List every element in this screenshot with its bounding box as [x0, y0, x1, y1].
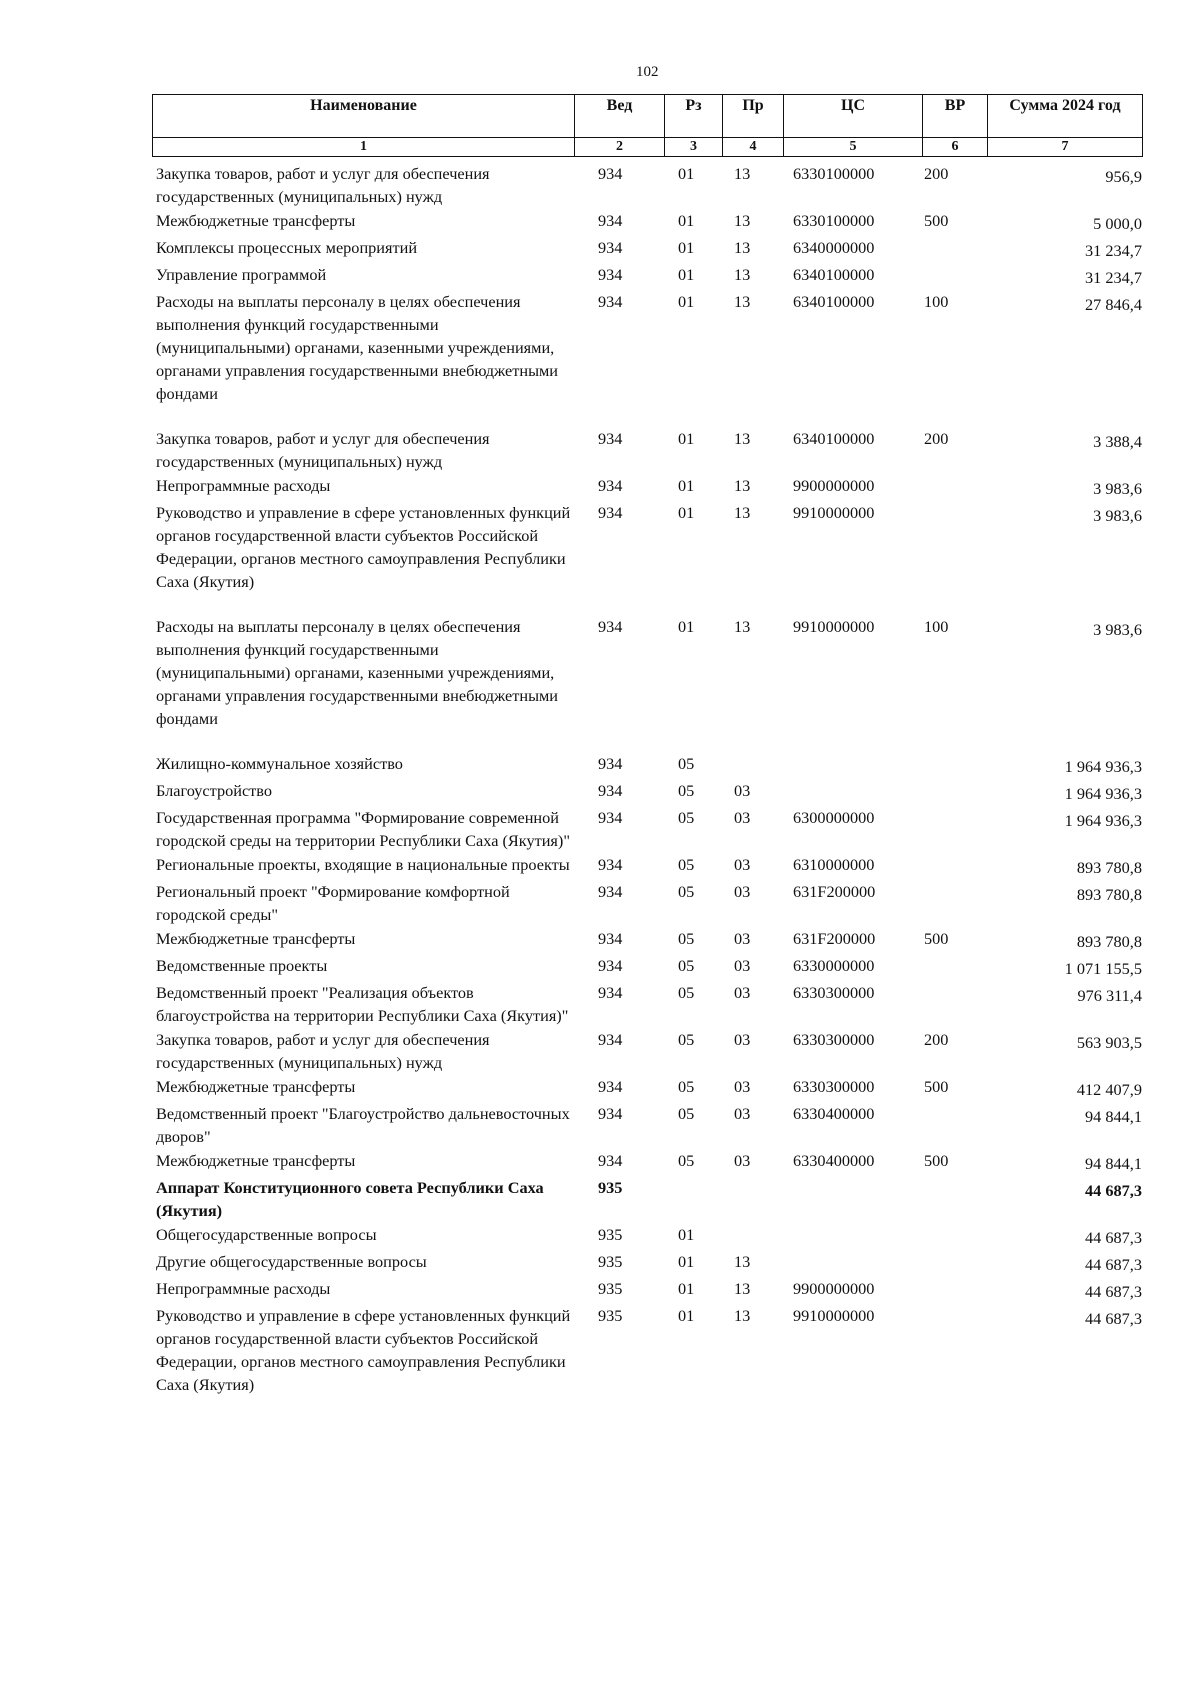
row-ved: 934 [598, 781, 623, 800]
row-ved: 934 [598, 429, 623, 448]
row-pr: 03 [734, 808, 751, 827]
header-num-7: 7 [988, 138, 1143, 157]
row-pr [722, 1176, 783, 1222]
header-ved: Вед [575, 95, 665, 138]
row-cs [783, 1176, 922, 1222]
row-name: Другие общегосударственные вопросы [156, 1252, 427, 1271]
row-ved: 934 [598, 1077, 623, 1096]
row-name: Управление программой [156, 265, 327, 284]
row-vr: 100 [924, 292, 949, 311]
table-row [152, 615, 1142, 730]
row-name: Комплексы процессных мероприятий [156, 238, 418, 257]
row-cs [783, 1223, 922, 1249]
row-vr [922, 954, 987, 980]
row-cs: 6300000000 [793, 808, 875, 827]
row-ved: 934 [598, 265, 623, 284]
row-pr: 03 [734, 855, 751, 874]
row-ved: 935 [598, 1252, 623, 1271]
row-name: Межбюджетные трансферты [156, 1077, 356, 1096]
row-cs [783, 779, 922, 805]
row-vr: 500 [924, 211, 949, 230]
row-rz: 01 [678, 1279, 695, 1298]
row-ved: 935 [598, 1225, 623, 1244]
row-cs: 6330100000 [793, 211, 875, 230]
row-sum: 893 780,8 [1076, 932, 1142, 951]
row-name: Аппарат Конституционного совета Республики Саха (Якутия) [156, 1178, 544, 1220]
row-pr: 03 [734, 929, 751, 948]
row-sum: 563 903,5 [1076, 1033, 1142, 1052]
table-row [152, 880, 1142, 926]
row-cs: 631F200000 [793, 882, 876, 901]
table-row [152, 1102, 1142, 1148]
row-sum: 412 407,9 [1076, 1080, 1142, 1099]
row-vr [922, 779, 987, 805]
row-vr [922, 1102, 987, 1148]
row-name: Межбюджетные трансферты [156, 929, 356, 948]
row-vr: 500 [924, 929, 949, 948]
row-name: Ведомственные проекты [156, 956, 328, 975]
table-row [152, 1028, 1142, 1074]
row-ved: 935 [598, 1178, 623, 1197]
table-row [152, 1250, 1142, 1276]
row-rz: 05 [678, 1030, 695, 1049]
row-cs: 6330300000 [793, 983, 875, 1002]
row-cs: 6330300000 [793, 1030, 875, 1049]
row-name: Руководство и управление в сфере установленных функций органов государственной власти субъектов Российской Федерации, органов местного самоуправления Республики Саха (Якутия) [156, 503, 571, 591]
row-ved: 934 [598, 855, 623, 874]
row-rz: 05 [678, 1077, 695, 1096]
row-pr: 13 [734, 476, 751, 495]
header-cs: ЦС [784, 95, 923, 138]
table-row [152, 209, 1142, 235]
table-row [152, 1304, 1142, 1396]
row-cs: 631F200000 [793, 929, 876, 948]
row-pr [722, 752, 783, 778]
row-pr [722, 1223, 783, 1249]
row-sum: 976 311,4 [1077, 986, 1142, 1005]
page-number: 102 [636, 64, 659, 80]
table-row [152, 501, 1142, 593]
row-ved: 934 [598, 292, 623, 311]
row-cs: 6340100000 [793, 265, 875, 284]
row-ved: 934 [598, 1151, 623, 1170]
row-name: Региональный проект "Формирование комфортной городской среды" [156, 882, 510, 924]
table-row [152, 290, 1142, 405]
row-ved: 934 [598, 808, 623, 827]
row-name: Благоустройство [156, 781, 273, 800]
row-pr: 13 [734, 238, 751, 257]
row-sum: 3 983,6 [1093, 479, 1142, 498]
row-ved: 935 [598, 1279, 623, 1298]
row-name: Закупка товаров, работ и услуг для обеспечения государственных (муниципальных) нужд [156, 1030, 490, 1072]
row-cs: 6340000000 [793, 238, 875, 257]
row-cs: 6330300000 [793, 1077, 875, 1096]
row-sum: 1 964 936,3 [1064, 757, 1142, 776]
table-row [152, 981, 1142, 1027]
row-ved: 934 [598, 238, 623, 257]
row-name: Региональные проекты, входящие в национальные проекты [156, 855, 570, 874]
row-cs: 6340100000 [793, 429, 875, 448]
row-rz: 05 [678, 754, 695, 773]
row-cs: 9900000000 [793, 1279, 875, 1298]
row-pr: 13 [734, 429, 751, 448]
header-num-2: 2 [575, 138, 665, 157]
row-vr: 500 [924, 1077, 949, 1096]
header-vr: ВР [923, 95, 988, 138]
row-sum: 5 000,0 [1093, 214, 1142, 233]
row-rz: 01 [678, 238, 695, 257]
row-sum: 44 687,3 [1085, 1181, 1142, 1200]
table-row [152, 779, 1142, 805]
row-vr: 200 [924, 1030, 949, 1049]
row-rz: 05 [678, 1151, 695, 1170]
row-name: Руководство и управление в сфере установленных функций органов государственной власти субъектов Российской Федерации, органов местного самоуправления Республики Саха (Якутия) [156, 1306, 571, 1394]
header-rz: Рз [665, 95, 723, 138]
row-name: Ведомственный проект "Реализация объектов благоустройства на территории Республики Саха (Якутия)" [156, 983, 569, 1025]
row-ved: 934 [598, 476, 623, 495]
row-ved: 935 [598, 1306, 623, 1325]
row-rz: 05 [678, 956, 695, 975]
table-row [152, 1149, 1142, 1175]
row-cs: 6330100000 [793, 164, 875, 183]
row-rz: 01 [678, 429, 695, 448]
row-ved: 934 [598, 956, 623, 975]
row-sum: 31 234,7 [1085, 241, 1142, 260]
row-rz: 05 [678, 882, 695, 901]
row-cs: 6310000000 [793, 855, 875, 874]
row-sum: 3 983,6 [1093, 620, 1142, 639]
row-vr [922, 1176, 987, 1222]
row-ved: 934 [598, 882, 623, 901]
row-sum: 44 687,3 [1085, 1282, 1142, 1301]
table-row [152, 1223, 1142, 1249]
row-vr: 200 [924, 164, 949, 183]
table-row [152, 853, 1142, 879]
row-rz: 01 [678, 164, 695, 183]
row-pr: 03 [734, 1077, 751, 1096]
row-ved: 934 [598, 754, 623, 773]
row-sum: 1 071 155,5 [1064, 959, 1142, 978]
row-name: Непрограммные расходы [156, 476, 331, 495]
row-sum: 893 780,8 [1076, 885, 1142, 904]
table-row [152, 927, 1142, 953]
row-name: Непрограммные расходы [156, 1279, 331, 1298]
row-vr: 500 [924, 1151, 949, 1170]
row-pr: 03 [734, 1151, 751, 1170]
row-cs: 9900000000 [793, 476, 875, 495]
table-row [152, 236, 1142, 262]
row-ved: 934 [598, 164, 623, 183]
row-cs: 6330400000 [793, 1104, 875, 1123]
table-row [152, 954, 1142, 980]
row-sum: 956,9 [1105, 167, 1142, 186]
row-name: Межбюджетные трансферты [156, 211, 356, 230]
row-name: Закупка товаров, работ и услуг для обеспечения государственных (муниципальных) нужд [156, 429, 490, 471]
row-sum: 1 964 936,3 [1064, 784, 1142, 803]
row-name: Межбюджетные трансферты [156, 1151, 356, 1170]
row-rz: 05 [678, 929, 695, 948]
header-num-6: 6 [923, 138, 988, 157]
row-cs [783, 1250, 922, 1276]
row-cs: 6330000000 [793, 956, 875, 975]
table-body [152, 162, 1142, 1397]
table-row [152, 162, 1142, 208]
row-cs: 9910000000 [793, 617, 875, 636]
row-vr [922, 1304, 987, 1396]
table-row [152, 474, 1142, 500]
row-vr: 100 [924, 617, 949, 636]
row-vr [922, 1277, 987, 1303]
row-name: Государственная программа "Формирование современной городской среды на территории Республики Саха (Якутия)" [156, 808, 570, 850]
row-pr: 13 [734, 503, 751, 522]
row-vr [922, 853, 987, 879]
table-row [152, 1277, 1142, 1303]
row-ved: 934 [598, 1030, 623, 1049]
row-sum: 44 687,3 [1085, 1255, 1142, 1274]
row-name: Ведомственный проект "Благоустройство дальневосточных дворов" [156, 1104, 570, 1146]
row-pr: 03 [734, 781, 751, 800]
row-vr [922, 981, 987, 1027]
row-pr: 13 [734, 617, 751, 636]
row-rz: 01 [678, 211, 695, 230]
row-sum: 893 780,8 [1076, 858, 1142, 877]
row-ved: 934 [598, 929, 623, 948]
row-cs: 9910000000 [793, 1306, 875, 1325]
row-pr: 03 [734, 956, 751, 975]
row-rz: 01 [678, 1252, 695, 1271]
row-vr [922, 474, 987, 500]
row-pr: 03 [734, 983, 751, 1002]
row-rz: 01 [678, 1306, 695, 1325]
row-sum: 31 234,7 [1085, 268, 1142, 287]
row-vr [922, 1250, 987, 1276]
row-sum: 94 844,1 [1085, 1154, 1142, 1173]
table-row [152, 1075, 1142, 1101]
row-vr [922, 501, 987, 593]
header-num-3: 3 [665, 138, 723, 157]
row-pr: 13 [734, 1279, 751, 1298]
row-rz: 01 [678, 1225, 695, 1244]
row-sum: 27 846,4 [1085, 295, 1142, 314]
row-pr: 13 [734, 1252, 751, 1271]
row-rz: 05 [678, 983, 695, 1002]
table-row [152, 752, 1142, 778]
row-name: Расходы на выплаты персоналу в целях обеспечения выполнения функций государственными (муниципальными) органами, казенными учреждениями, органами управления государственными внебюджетными фондами [156, 292, 559, 403]
row-cs [783, 752, 922, 778]
table-row [152, 806, 1142, 852]
row-pr: 03 [734, 1030, 751, 1049]
row-name: Расходы на выплаты персоналу в целях обеспечения выполнения функций государственными (муниципальными) органами, казенными учреждениями, органами управления государственными внебюджетными фондами [156, 617, 559, 728]
row-rz: 05 [678, 781, 695, 800]
row-ved: 934 [598, 983, 623, 1002]
row-vr [922, 806, 987, 852]
row-rz: 05 [678, 855, 695, 874]
row-vr [922, 263, 987, 289]
row-cs: 6340100000 [793, 292, 875, 311]
header-num-5: 5 [784, 138, 923, 157]
row-name: Жилищно-коммунальное хозяйство [156, 754, 403, 773]
row-pr: 13 [734, 164, 751, 183]
row-name: Общегосударственные вопросы [156, 1225, 377, 1244]
row-rz: 01 [678, 292, 695, 311]
row-ved: 934 [598, 503, 623, 522]
row-vr [922, 880, 987, 926]
table-row [152, 263, 1142, 289]
row-sum: 44 687,3 [1085, 1228, 1142, 1247]
row-pr: 03 [734, 882, 751, 901]
row-rz: 01 [678, 265, 695, 284]
row-vr [922, 236, 987, 262]
header-sum: Сумма 2024 год [988, 95, 1143, 138]
row-rz: 01 [678, 617, 695, 636]
row-ved: 934 [598, 617, 623, 636]
header-num-4: 4 [723, 138, 784, 157]
table-header [152, 94, 1143, 157]
row-vr [922, 752, 987, 778]
row-sum: 3 388,4 [1093, 432, 1142, 451]
header-num-1: 1 [153, 138, 575, 157]
row-rz: 01 [678, 503, 695, 522]
row-rz [664, 1176, 722, 1222]
row-pr: 13 [734, 211, 751, 230]
row-sum: 3 983,6 [1093, 506, 1142, 525]
row-rz: 05 [678, 808, 695, 827]
row-name: Закупка товаров, работ и услуг для обеспечения государственных (муниципальных) нужд [156, 164, 490, 206]
row-pr: 13 [734, 292, 751, 311]
header-pr: Пр [723, 95, 784, 138]
row-pr: 13 [734, 1306, 751, 1325]
row-cs: 6330400000 [793, 1151, 875, 1170]
row-rz: 05 [678, 1104, 695, 1123]
header-name: Наименование [153, 95, 575, 138]
row-cs: 9910000000 [793, 503, 875, 522]
row-sum: 94 844,1 [1085, 1107, 1142, 1126]
row-sum: 1 964 936,3 [1064, 811, 1142, 830]
row-sum: 44 687,3 [1085, 1309, 1142, 1328]
table-row [152, 1176, 1142, 1222]
row-ved: 934 [598, 211, 623, 230]
row-vr: 200 [924, 429, 949, 448]
table-row [152, 427, 1142, 473]
row-rz: 01 [678, 476, 695, 495]
row-pr: 13 [734, 265, 751, 284]
row-pr: 03 [734, 1104, 751, 1123]
row-ved: 934 [598, 1104, 623, 1123]
row-vr [922, 1223, 987, 1249]
